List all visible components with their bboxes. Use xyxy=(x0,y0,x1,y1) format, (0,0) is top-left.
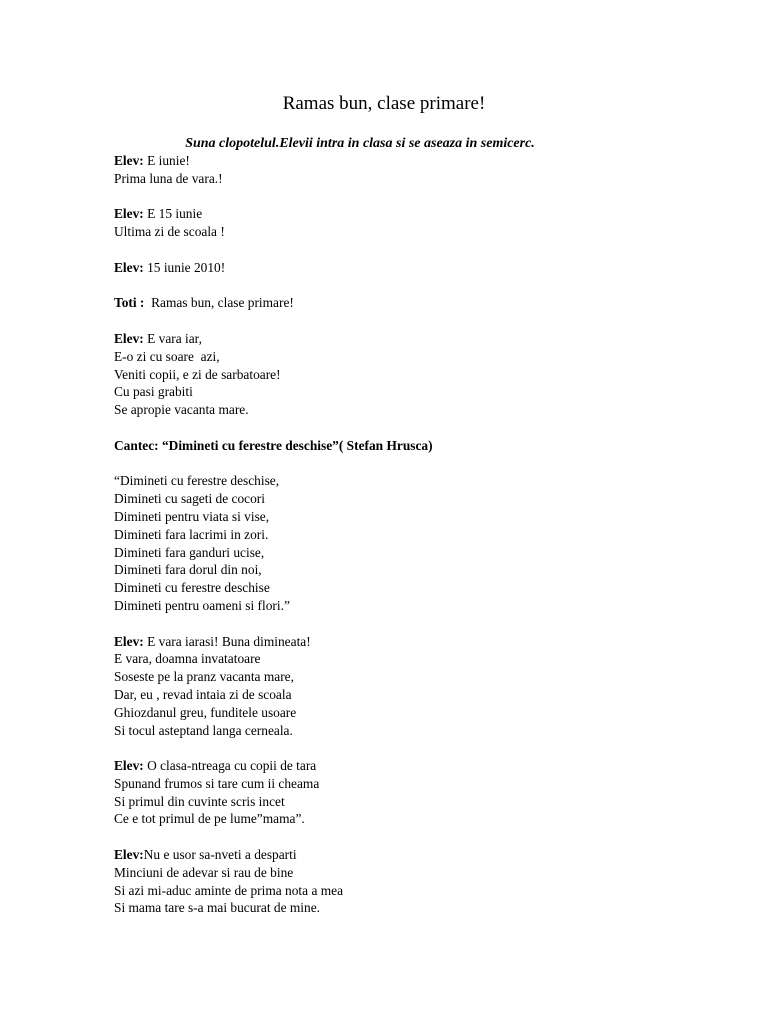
lyric-line: “Dimineti cu ferestre deschise, xyxy=(114,473,280,489)
lyric-line: Dimineti cu sageti de cocori xyxy=(114,491,265,507)
dialogue-line: Ultima zi de scoala ! xyxy=(114,224,225,240)
dialogue-text: O clasa-ntreaga cu copii de tara xyxy=(143,758,317,774)
dialogue-line: Si primul din cuvinte scris incet xyxy=(114,793,285,809)
speaker-label: Elev: xyxy=(114,633,144,649)
speaker-label: Elev: xyxy=(114,206,144,222)
dialogue-line: Dar, eu , revad intaia zi de scoala xyxy=(114,686,292,702)
dialogue-block xyxy=(114,633,714,740)
dialogue-line xyxy=(114,259,714,277)
dialogue-text: E vara iar, xyxy=(143,330,202,346)
speaker-label: Elev: xyxy=(114,847,144,863)
dialogue-line: Se apropie vacanta mare. xyxy=(114,402,249,418)
speaker-label: Elev: xyxy=(114,330,144,346)
dialogue-text: Ramas bun, clase primare! xyxy=(144,295,294,311)
lyric-line: Dimineti fara ganduri ucise, xyxy=(114,544,265,560)
dialogue-text: Nu e usor sa-nveti a desparti xyxy=(143,847,297,863)
lyric-line: Dimineti fara lacrimi in zori. xyxy=(114,526,269,542)
stage-direction: Suna clopotelul.Elevii intra in clasa si se aseaza in semicerc. xyxy=(185,136,535,151)
song-heading-block xyxy=(114,437,714,455)
dialogue-line: Minciuni de adevar si rau de bine xyxy=(114,864,294,880)
dialogue-block xyxy=(114,757,714,828)
dialogue-text: 15 iunie 2010! xyxy=(143,259,226,275)
dialogue-block xyxy=(114,259,714,277)
dialogue-line: E-o zi cu soare azi, xyxy=(114,348,220,364)
dialogue-line xyxy=(114,757,714,775)
lyric-line: Dimineti pentru oameni si flori.” xyxy=(114,597,290,613)
dialogue-line: Si azi mi-aduc aminte de prima nota a mea xyxy=(114,882,344,898)
document-title: Ramas bun, clase primare! xyxy=(282,93,486,114)
dialogue-line: Veniti copii, e zi de sarbatoare! xyxy=(114,366,281,382)
speaker-label: Toti : xyxy=(114,295,145,311)
dialogue-line xyxy=(114,205,714,223)
dialogue-block xyxy=(114,330,714,419)
dialogue-line xyxy=(114,152,714,170)
song-heading: Cantec: “Dimineti cu ferestre deschise”( Stefan Hrusca) xyxy=(114,437,433,453)
dialogue-line: Ce e tot primul de pe lume”mama”. xyxy=(114,811,305,827)
dialogue-line: Ghiozdanul greu, funditele usoare xyxy=(114,704,297,720)
dialogue-block xyxy=(114,205,714,241)
speaker-label: Elev: xyxy=(114,153,144,168)
dialogue-block xyxy=(114,152,714,188)
dialogue-block xyxy=(114,846,714,917)
dialogue-line xyxy=(114,330,714,348)
dialogue-line: E vara, doamna invatatoare xyxy=(114,651,261,667)
dialogue-line xyxy=(114,846,714,864)
script-body xyxy=(114,152,714,935)
lyric-line: Dimineti fara dorul din noi, xyxy=(114,562,262,578)
dialogue-line: Cu pasi grabiti xyxy=(114,384,193,400)
speaker-label: Elev: xyxy=(114,259,144,275)
dialogue-block xyxy=(114,294,714,312)
lyric-line: Dimineti pentru viata si vise, xyxy=(114,508,270,524)
speaker-label: Elev: xyxy=(114,758,144,774)
dialogue-line xyxy=(114,294,714,312)
dialogue-line: Soseste pe la pranz vacanta mare, xyxy=(114,669,294,685)
song-lyrics xyxy=(114,472,714,614)
dialogue-line: Prima luna de vara.! xyxy=(114,170,223,186)
dialogue-line: Si mama tare s-a mai bucurat de mine. xyxy=(114,900,320,916)
dialogue-text: E vara iarasi! Buna dimineata! xyxy=(143,633,311,649)
dialogue-text: E 15 iunie xyxy=(143,206,203,222)
dialogue-line: Si tocul asteptand langa cerneala. xyxy=(114,722,293,738)
dialogue-line: Spunand frumos si tare cum ii cheama xyxy=(114,775,320,791)
lyric-line: Dimineti cu ferestre deschise xyxy=(114,580,270,596)
dialogue-line xyxy=(114,633,714,651)
dialogue-text: E iunie! xyxy=(143,153,190,168)
